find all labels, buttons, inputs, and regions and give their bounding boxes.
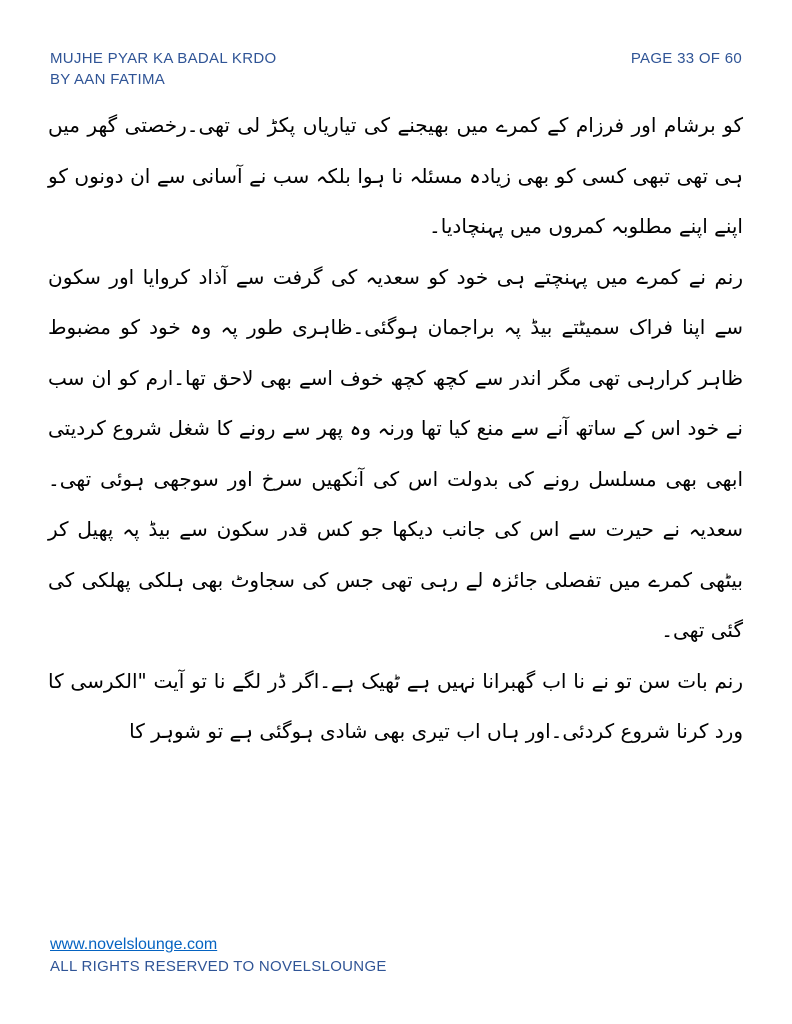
author-name: BY AAN FATIMA (50, 71, 166, 88)
copyright-notice: ALL RIGHTS RESERVED TO NOVELSLOUNGE (50, 958, 387, 975)
page-footer (50, 934, 387, 978)
paragraph: کو برشام اور فرزام کے کمرے میں بھیجنے کی تیاریاں پکڑ لی تھی۔رخصتی گھر میں ہی تھی تبھی کسی کو بھی زیادہ مسئلہ نا ہوا بلکہ سب نے آسانی سے ان دونوں کو اپنے اپنے مطلوبہ کمروں میں پہنچادیا۔ (48, 113, 743, 238)
story-body (48, 100, 743, 757)
paragraph: رنم نے کمرے میں پہنچتے ہی خود کو سعدیہ کی گرفت سے آذاد کروایا اور سکون سے اپنا فراک سمیٹتے بیڈ پہ براجمان ہوگئی۔ظاہری طور پہ وہ خود کو مضبوط ظاہر کرارہی تھی مگر اندر سے کچھ کچھ خوف اسے بھی لاحق تھا۔ارم کو ان سب نے خود اس کے ساتھ آنے سے منع کیا تھا ورنہ وہ پھر سے رونے کا شغل شروع کردیتی ابھی بھی مسلسل رونے کی بدولت اس کی آنکھیں سرخ اور سوجھی ہوئی تھی۔سعدیہ نے حیرت سے اس کی جانب دیکھا جو کس قدر سکون سے بیڈ پہ پھیل کر بیٹھی کمرے میں تفصلی جائزہ لے رہی تھی جس کی سجاوٹ بھی ہلکی پھلکی کی گئی تھی۔ (48, 264, 743, 642)
page-number: PAGE 33 OF 60 (630, 50, 742, 67)
paragraph: رنم بات سن تو نے نا اب گھبرانا نہیں ہے ٹھیک ہے۔اگر ڈر لگے نا تو آیت "الکرسی کا ورد کرنا شروع کردئی۔اور ہاں اب تیری بھی شادی ہوگئی ہے تو شوہر کا (48, 668, 743, 743)
page-header-left (50, 48, 276, 90)
novel-title: MUJHE PYAR KA BADAL KRDO (50, 50, 277, 67)
website-link[interactable]: www.novelslounge.com (50, 936, 218, 953)
